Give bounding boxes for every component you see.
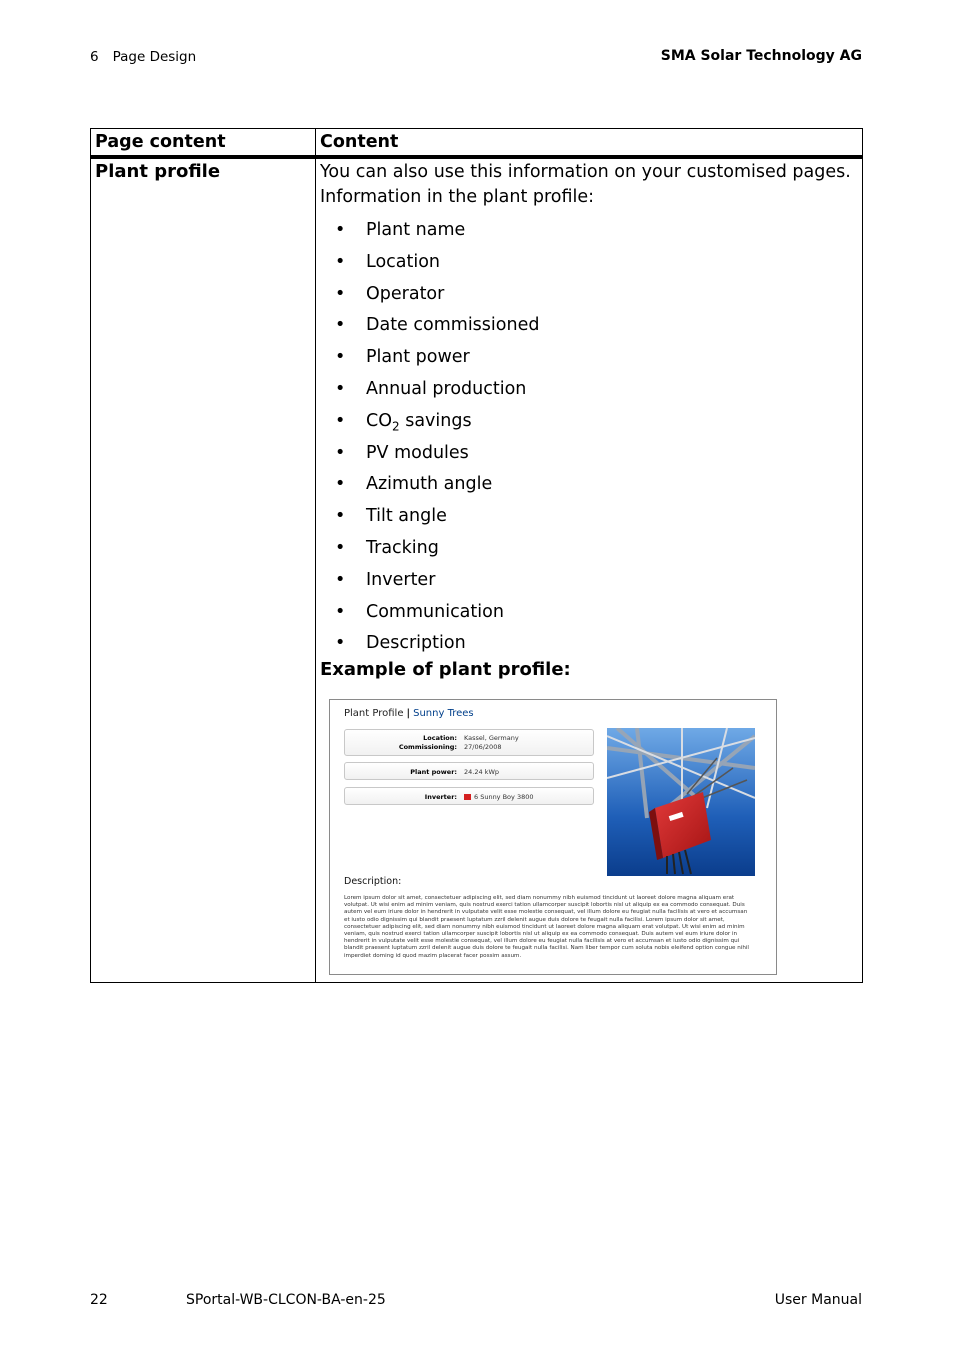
example-title: Plant Profile | Sunny Trees <box>344 708 474 719</box>
commissioning-label: Commissioning: <box>398 743 457 751</box>
header-page-content: Page content <box>95 132 226 152</box>
chapter-heading <box>90 49 196 65</box>
location-value: Kassel, Germany <box>464 734 519 742</box>
page-number: 22 <box>90 1292 108 1308</box>
company-name: SMA Solar Technology AG <box>660 48 862 64</box>
inverter-photo-icon <box>607 728 755 876</box>
inverter-box <box>344 787 594 805</box>
location-label: Location: <box>423 734 457 742</box>
list-item: • Tilt angle <box>335 506 447 527</box>
content-cell <box>320 160 855 680</box>
plant-photo <box>607 728 755 876</box>
plant-profile-example-image <box>329 699 777 975</box>
list-item: • Tracking <box>335 537 439 558</box>
column-divider <box>315 129 316 982</box>
list-item: • Communication <box>335 601 504 622</box>
list-item: • Plant name <box>335 220 466 240</box>
list-item: • Date commissioned <box>335 315 540 336</box>
intro-line-2: Information in the plant profile: <box>320 186 595 207</box>
intro-line-1: You can also use this information on your customised pages. <box>320 162 851 182</box>
chapter-title: Page Design <box>112 49 197 65</box>
list-item: • Location <box>335 251 441 272</box>
list-item: • Azimuth angle <box>335 474 493 495</box>
chapter-number: 6 <box>90 49 99 65</box>
commissioning-value: 27/06/2008 <box>464 743 502 751</box>
header-rule <box>91 155 862 159</box>
inverter-value: 6 Sunny Boy 3800 <box>464 793 534 801</box>
content-table <box>90 128 863 983</box>
inverter-icon <box>464 794 471 800</box>
location-box <box>344 729 594 756</box>
document-id: SPortal-WB-CLCON-BA-en-25 <box>186 1292 386 1308</box>
info-list <box>320 216 855 661</box>
row-label-plant-profile: Plant profile <box>95 161 221 182</box>
header-content: Content <box>320 132 399 152</box>
list-item: • PV modules <box>335 442 469 463</box>
list-item: • Inverter <box>335 569 436 590</box>
description-text: Lorem ipsum dolor sit amet, consectetuer adipiscing elit, sed diam nonummy nibh euismod tincidunt ut laoreet dolore magna aliquam erat volutpat. Ut wisi enim ad minim veniam, quis nostrud exerci tation ullamcorper suscipit lobortis nisl ut aliquip ex ea commodo consequat. Duis autem vel eum iriure dolor in hendrerit in vulputate velit esse molestie consequat, vel illum dolore eu feugiat nulla facilisis at vero et accumsan et iusto odio dignissim qui blandit praesent luptatum zzril delenit augue duis dolore te feugait nulla facilisi. Lorem ipsum dolor sit amet, consectetuer adipiscing elit, sed diam nonummy nibh euismod tincidunt ut laoreet dolore magna aliquam erat volutpat. Ut wisi enim ad minim veniam, quis nostrud exerci tation ullamcorper suscipit lobortis nisl ut aliquip ex ea commodo consequat. Duis autem vel eum iriure dolor in hendrerit in vulputate velit esse molestie consequat, vel illum dolore eu feugiat nulla facilisis at vero et accumsan et iusto odio dignissim qui blandit praesent luptatum zzril delenit augue duis dolore te feugait nulla facilisi. Nam liber tempor cum soluta nobis eleifend option congue nihil imperdiet doming id quod mazim placerat facer possim assum. <box>344 895 749 959</box>
list-item: • $CO_2$ savings <box>335 410 472 434</box>
description-label: Description: <box>344 876 402 887</box>
example-heading: Example of plant profile: <box>320 659 571 681</box>
plant-power-value: 24.24 kWp <box>464 768 499 776</box>
intro-text <box>320 160 855 209</box>
inverter-label: Inverter: <box>424 793 457 801</box>
list-item: • Description <box>335 633 466 654</box>
plant-power-label: Plant power: <box>410 768 457 776</box>
plant-power-box <box>344 762 594 780</box>
list-item: • Operator <box>335 283 445 304</box>
list-item: • Annual production <box>335 378 527 399</box>
document-type: User Manual <box>774 1292 862 1308</box>
list-item: • Plant power <box>335 347 470 368</box>
